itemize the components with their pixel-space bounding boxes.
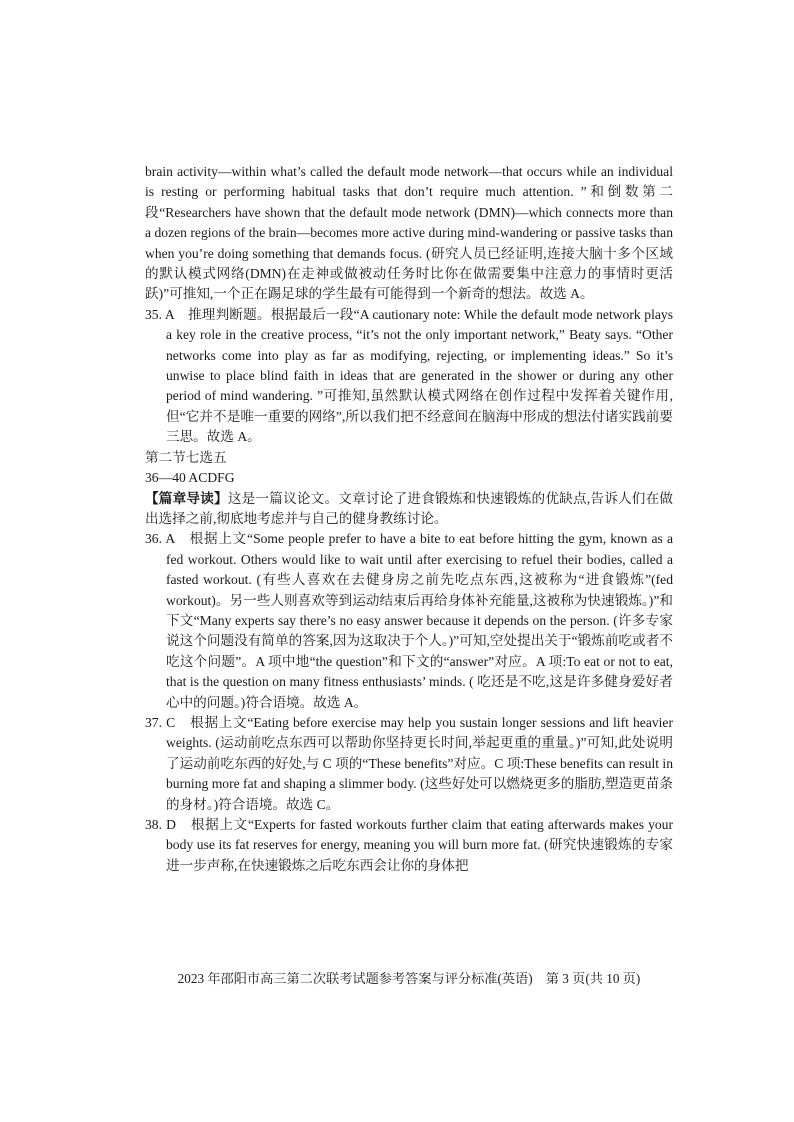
page-footer: 2023 年邵阳市高三第二次联考试题参考答案与评分标准(英语) 第 3 页(共 10 页) (177, 971, 641, 986)
passage-guide-tag: 【篇章导读】 (145, 490, 228, 506)
answer-key: 36—40 ACDFG (145, 470, 235, 486)
q35-explanation: 35. A 推理判断题。根据最后一段“A cautionary note: While the default mode network plays a key role in the creative process, “it’s not the only important network,” Beaty says. “Other networks come into play as far as modifying, rejecting, or implementing ideas.” So it’s unwise to place blind faith in ideas that are generated in the shower or during any other period of mind wandering. ”可推知,虽然默认模式网络在创作过程中发挥着关键作用,但“它并不是唯一重要的网络”,所以我们把不经意间在脑海中形成的想法付诸实践前要三思。故选 A。 (145, 306, 673, 445)
section-heading: 第二节七选五 (145, 449, 227, 465)
passage-guide-text: 这是一篇议论文。文章讨论了进食锻炼和快速锻炼的优缺点,告诉人们在做出选择之前,彻底地考虑并与自己的健身教练讨论。 (145, 490, 674, 526)
q34-continuation: brain activity—within what’s called the default mode network—that occurs while an individual is resting or performing habitual tasks that don’t require much attention. ”和倒数第二段“Researchers have shown that the default mode network (DMN)—which connects more than a dozen regions of the brain—becomes more active during mind-wandering or passive tasks than when you’re doing something that demands focus. (研究人员已经证明,连接大脑十多个区域的默认模式网络(DMN)在走神或做被动任务时比你在做需要集中注意力的事情时更活跃)”可推知,一个正在踢足球的学生最有可能得到一个新奇的想法。故选 A。 (145, 164, 673, 302)
q38-explanation: 38. D 根据上文“Experts for fasted workouts further claim that eating afterwards makes your body use its fat reserves for energy, meaning you will burn more fat. (研究快速锻炼的专家进一步声称,在快速锻炼之后吃东西会让你的身体把 (145, 817, 673, 873)
q36-explanation: 36. A 根据上文“Some people prefer to have a bite to eat before hitting the gym, known as a fed workout. Others would like to wait until after exercising to refuel their bodies, called a fasted workout. (有些人喜欢在去健身房之前先吃点东西,这被称为“进食锻炼”(fed workout)。另一些人则喜欢等到运动结束后再给身体补充能量,这被称为快速锻炼。)”和下文“Many experts say there’s no easy answer because it depends on the person. (许多专家说这个问题没有简单的答案,因为这取决于个人。)”可知,空处提出关于“锻炼前吃或者不吃这个问题”。A 项中地“the question”和下文的“answer”对应。A 项:To eat or not to eat, that is the question on many fitness enthusiasts’ minds. ( 吃还是不吃,这是许多健身爱好者心中的问题。)符合语境。故选 A。 (145, 531, 673, 710)
answer-content (145, 162, 673, 876)
passage-guide (145, 489, 673, 530)
q37-explanation: 37. C 根据上文“Eating before exercise may help you sustain longer sessions and lift heavier weights. (运动前吃点东西可以帮助你坚持更长时间,举起更重的重量。)”可知,此处说明了运动前吃东西的好处,与 C 项的“These benefits”对应。C 项:These benefits can result in burning more fat and shaping a slimmer body. (这些好处可以燃烧更多的脂肪,塑造更苗条的身材。)符合语境。故选 C。 (145, 714, 673, 812)
